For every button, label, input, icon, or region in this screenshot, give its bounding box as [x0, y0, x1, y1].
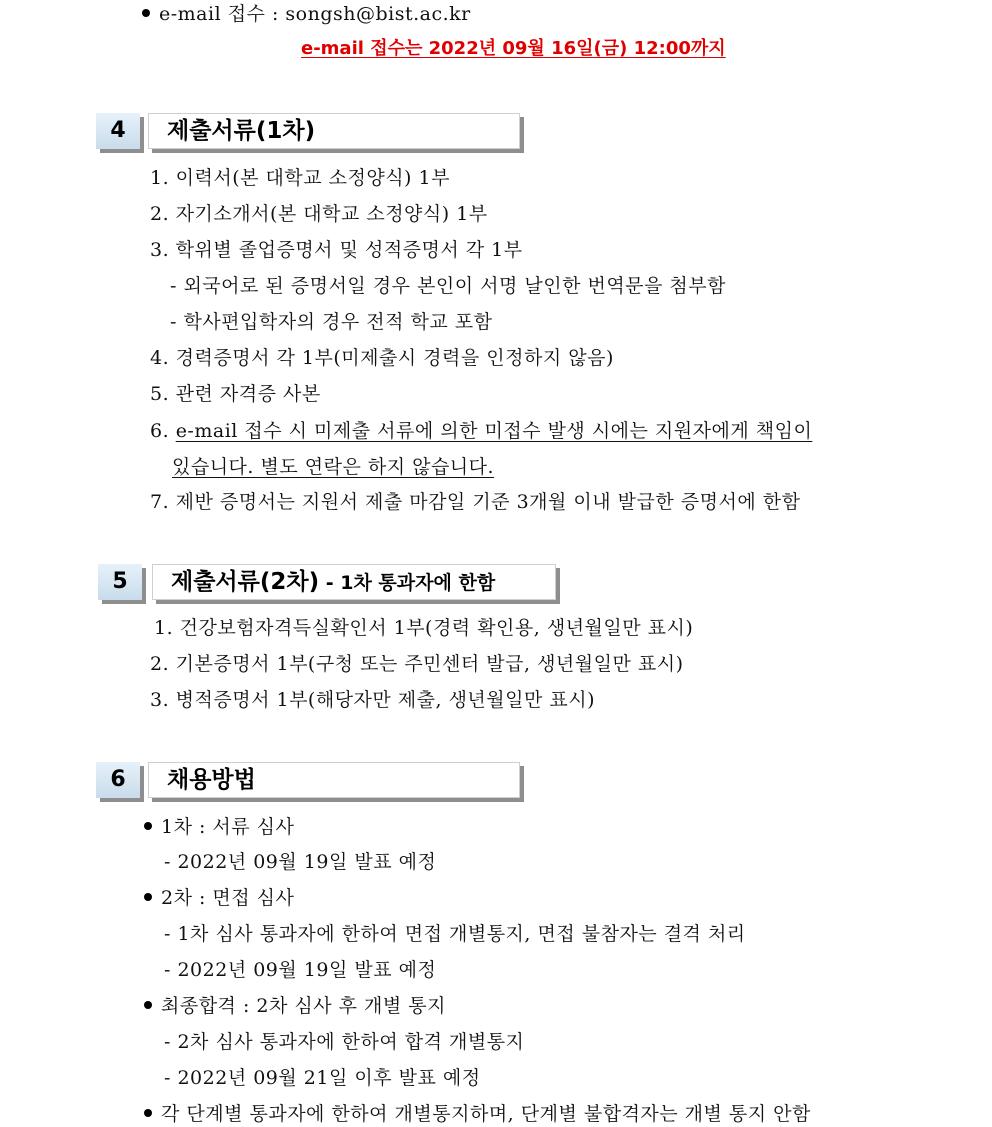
s4-item-4: 4. 경력증명서 각 1부(미제출시 경력을 인정하지 않음): [150, 347, 614, 369]
section-5-title: [152, 564, 556, 600]
s6-final-note-2: - 2022년 09월 21일 이후 발표 예정: [164, 1067, 481, 1089]
s5-item-3: 3. 병적증명서 1부(해당자만 제출, 생년월일만 표시): [150, 689, 596, 711]
s6-stage-1: 1차 : 서류 심사: [144, 815, 294, 839]
s6-stage-2-note-1: - 1차 심사 통과자에 한하여 면접 개별통지, 면접 불참자는 결격 처리: [164, 923, 746, 945]
s6-final: 최종합격 : 2차 심사 후 개별 통지: [144, 994, 446, 1018]
s4-item-2: 2. 자기소개서(본 대학교 소정양식) 1부: [150, 203, 488, 225]
s4-item-6-number: 6.: [150, 420, 170, 442]
s4-item-6-text-cont: 있습니다. 별도 연락은 하지 않습니다.: [172, 456, 495, 478]
section-5-number: 5: [98, 564, 142, 600]
s4-item-3-sub-1: - 외국어로 된 증명서일 경우 본인이 서명 날인한 번역문을 첨부함: [170, 275, 726, 297]
s4-item-6-text: e-mail 접수 시 미제출 서류에 의한 미접수 발생 시에는 지원자에게 책임이: [175, 420, 813, 442]
section-4-title: 제출서류(1차): [148, 113, 520, 149]
s4-item-7: 7. 제반 증명서는 지원서 제출 마감일 기준 3개월 이내 발급한 증명서에 한함: [150, 491, 801, 513]
s4-item-3-sub-2: - 학사편입학자의 경우 전적 학교 포함: [170, 311, 493, 333]
section-5-title-main: 제출서류(2차): [171, 569, 320, 595]
s6-stage-1-note: - 2022년 09월 19일 발표 예정: [164, 851, 437, 873]
s4-item-3: 3. 학위별 졸업증명서 및 성적증명서 각 1부: [150, 239, 523, 261]
section-5-title-suffix: - 1차 통과자에 한함: [319, 572, 496, 594]
s5-item-1: 1. 건강보험자격득실확인서 1부(경력 확인용, 생년월일만 표시): [154, 617, 694, 639]
s4-item-1: 1. 이력서(본 대학교 소정양식) 1부: [150, 167, 450, 189]
s6-notice: 각 단계별 통과자에 한하여 개별통지하며, 단계별 불합격자는 개별 통지 안함: [144, 1102, 811, 1126]
section-6-number: 6: [96, 762, 140, 798]
section-4-number: 4: [96, 113, 140, 149]
email-contact: e-mail 접수 : songsh@bist.ac.kr: [142, 2, 471, 26]
s6-stage-2-note-2: - 2022년 09월 19일 발표 예정: [164, 959, 437, 981]
s4-item-5: 5. 관련 자격증 사본: [150, 383, 321, 405]
deadline-notice: e-mail 접수는 2022년 09월 16일(금) 12:00까지: [301, 38, 726, 59]
s5-item-2: 2. 기본증명서 1부(구청 또는 주민센터 발급, 생년월일만 표시): [150, 653, 684, 675]
section-6-title: 채용방법: [148, 762, 520, 798]
s6-final-note-1: - 2차 심사 통과자에 한하여 합격 개별통지: [164, 1031, 525, 1053]
s6-stage-2: 2차 : 면접 심사: [144, 886, 294, 910]
s4-item-6: [150, 419, 812, 443]
